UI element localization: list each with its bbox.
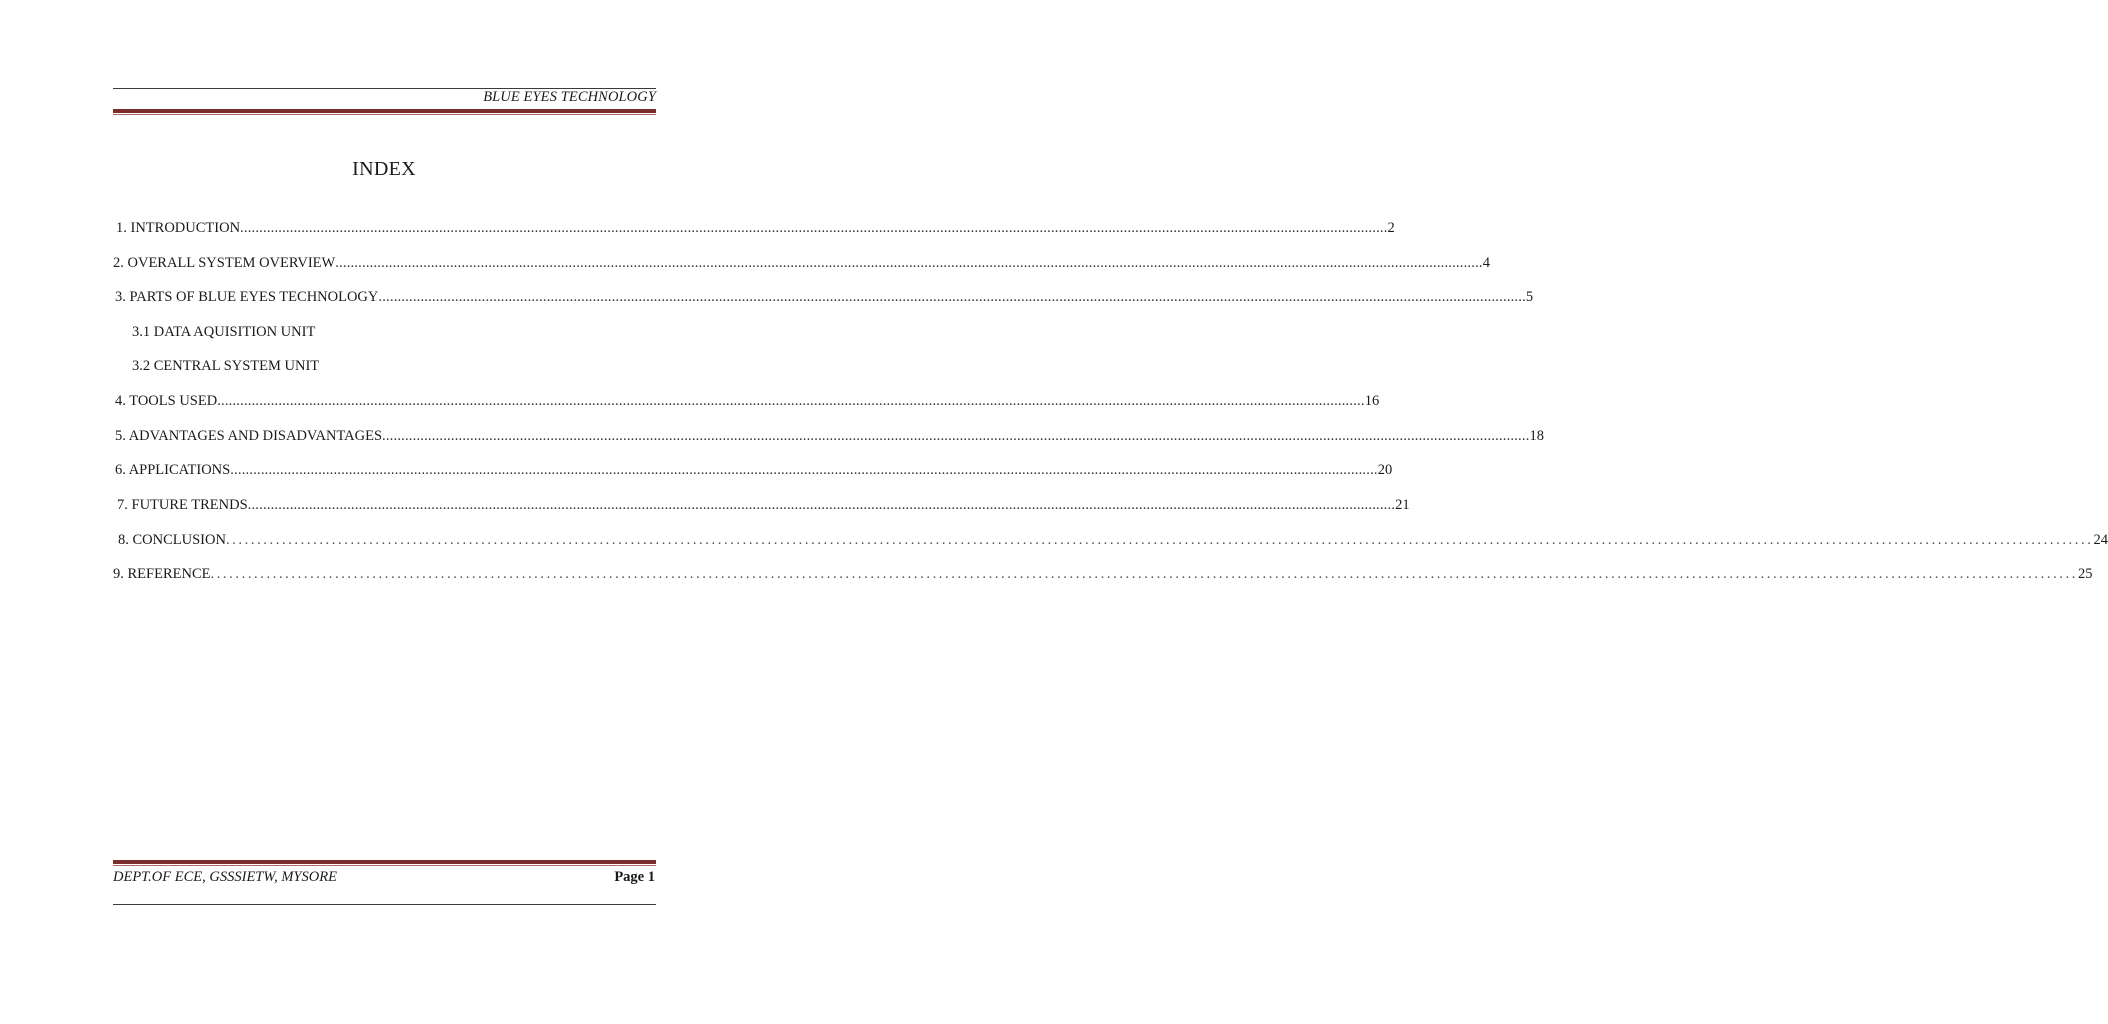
footer-accent-rule	[113, 860, 656, 864]
toc-entry	[115, 426, 1545, 446]
toc-entry-page: 25	[2077, 566, 2093, 582]
toc-entry-label: 2. OVERALL SYSTEM OVERVIEW	[113, 255, 336, 271]
toc-entry	[115, 391, 1380, 411]
toc-entry-page: 18	[1529, 428, 1545, 444]
toc-entry	[115, 460, 1393, 480]
toc-entry	[113, 253, 1490, 273]
toc-entry-label: 4. TOOLS USED	[115, 393, 218, 409]
toc-entry-page: 5	[1525, 289, 1534, 305]
toc-subentry	[132, 322, 315, 342]
header-accent-rule-shadow	[113, 114, 656, 115]
toc-entry	[113, 564, 2093, 584]
toc-entry-label: 5. ADVANTAGES AND DISADVANTAGES	[115, 428, 383, 444]
toc-entry-label: 7. FUTURE TRENDS	[117, 497, 248, 513]
toc-entry-page: 21	[1395, 497, 1410, 513]
header-title: BLUE EYES TECHNOLOGY	[483, 89, 656, 105]
toc-entry-label: 8. CONCLUSION	[118, 532, 226, 548]
toc-entry-label: 9. REFERENCE	[113, 566, 211, 582]
footer-department: DEPT.OF ECE, GSSSIETW, MYSORE	[113, 869, 337, 885]
toc-entry-page: 2	[1387, 220, 1395, 236]
toc-entry	[117, 495, 1410, 515]
toc-leader-dots: ............................................................................................................................................................................................................................................................................................................	[247, 497, 1396, 513]
toc-leader-dots: ............................................................................................................................................................................................................................................................................................................	[378, 289, 1526, 305]
toc-entry-label: 3.1 DATA AQUISITION UNIT	[132, 324, 316, 340]
toc-entry	[118, 530, 2108, 550]
toc-entry-label: 1. INTRODUCTION	[116, 220, 241, 236]
toc-subentry	[132, 356, 319, 376]
toc-entry-label: 3. PARTS OF BLUE EYES TECHNOLOGY	[115, 289, 379, 305]
toc-leader-dots: ............................................................................................................................................................................................................................................................................................................	[230, 462, 1378, 478]
footer-page-number: Page 1	[614, 869, 655, 885]
toc-entry-page: 20	[1377, 462, 1393, 478]
toc-leader-dots: ............................................................................................................................................................................................................................................................................................................	[225, 532, 2094, 548]
toc-entry-page: 16	[1364, 393, 1380, 409]
toc-entry	[116, 218, 1395, 238]
page-title: INDEX	[352, 158, 416, 180]
toc-entry-page: 4	[1482, 255, 1490, 271]
toc-leader-dots: ............................................................................................................................................................................................................................................................................................................	[382, 428, 1530, 444]
footer-accent-rule-shadow	[113, 865, 656, 866]
toc-leader-dots: ............................................................................................................................................................................................................................................................................................................	[217, 393, 1365, 409]
header-accent-rule	[113, 109, 656, 113]
footer-bottom-rule	[113, 904, 656, 905]
toc-leader-dots: ............................................................................................................................................................................................................................................................................................................	[240, 220, 1388, 236]
toc-entry-page: 24	[2093, 532, 2108, 548]
toc-entry-label: 6. APPLICATIONS	[115, 462, 231, 478]
toc-leader-dots: ............................................................................................................................................................................................................................................................................................................	[210, 566, 2078, 582]
toc-leader-dots: ............................................................................................................................................................................................................................................................................................................	[335, 255, 1483, 271]
toc-entry	[115, 287, 1534, 307]
toc-entry-label: 3.2 CENTRAL SYSTEM UNIT	[132, 358, 320, 374]
